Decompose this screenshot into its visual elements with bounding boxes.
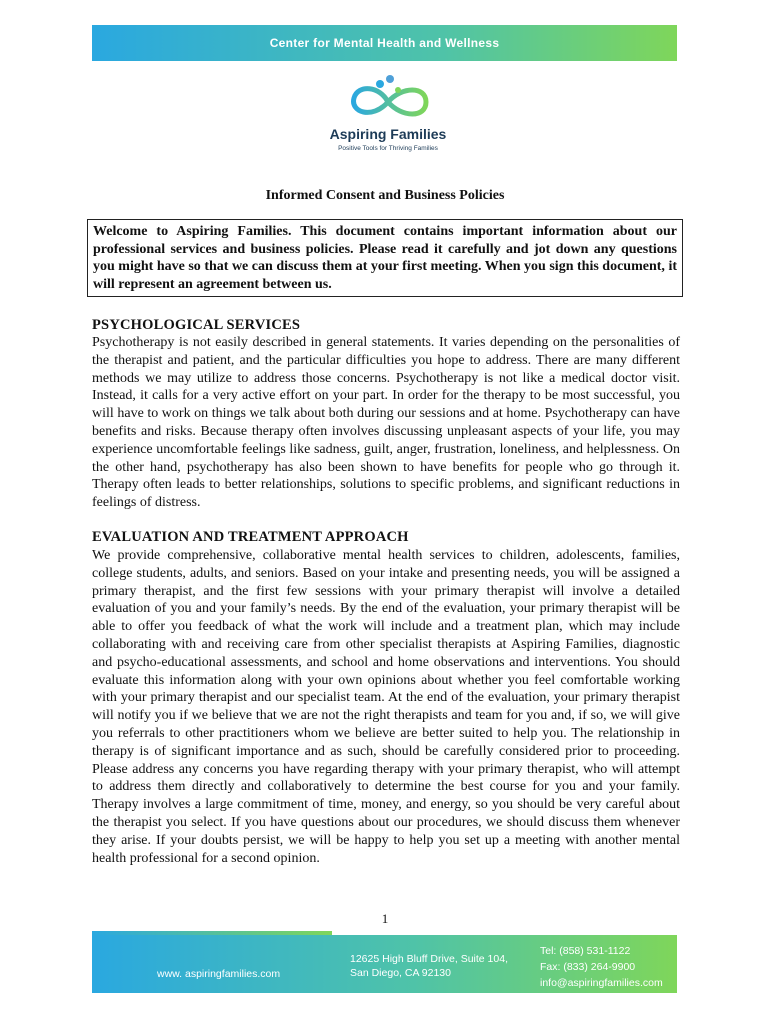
section-heading-evaluation-treatment: EVALUATION AND TREATMENT APPROACH: [92, 529, 409, 545]
logo-name: Aspiring Families: [329, 126, 447, 142]
footer-website-link[interactable]: www. aspiringfamilies.com: [157, 968, 281, 980]
address-line-1: 12625 High Bluff Drive, Suite 104,: [350, 953, 508, 965]
footer-address: [350, 952, 508, 980]
page-number: 1: [381, 911, 389, 926]
section-heading-psychological-services: PSYCHOLOGICAL SERVICES: [92, 317, 301, 333]
footer-email-link[interactable]: info@aspiringfamilies.com: [540, 977, 663, 989]
header-banner: [92, 25, 677, 61]
intro-box: Welcome to Aspiring Families. This document contains important information about our professional services and business policies. Please read it carefully and jot down any questions you might have so that we can discuss them at your first meeting. When you sign this document, it will represent an agreement between us.: [87, 219, 683, 297]
footer-tel: Tel: (858) 531-1122: [540, 945, 631, 957]
banner-text: Center for Mental Health and Wellness: [269, 36, 500, 50]
section-body-psychological-services: Psychotherapy is not easily described in general statements. It varies depending on the personalities of the therapist and patient, and the particular difficulties you hope to address. There are many different methods we may utilize to address those concerns. Psychotherapy is not like a medical doctor visit. Instead, it calls for a very active effort on your part. In order for the therapy to be most successful, you will have to work on things we talk about both during our sessions and at home. Psychotherapy can have benefits and risks. Because therapy often involves discussing unpleasant aspects of your life, you may experience uncomfortable feelings like sadness, guilt, anger, frustration, loneliness, and helplessness. On the other hand, psychotherapy has also been shown to have benefits for people who go through it. Therapy often leads to better relationships, solutions to specific problems, and significant reductions in feelings of distress.: [92, 335, 680, 511]
footer-contact: [540, 943, 663, 991]
document-title: Informed Consent and Business Policies: [265, 188, 505, 203]
logo: [318, 74, 458, 160]
section-body-evaluation-treatment: We provide comprehensive, collaborative mental health services to children, adolescents, families, college students, adults, and seniors. Based on your intake and presenting needs, you will be assigned a primary therapist, and the first few sessions with your primary therapist will involve a detailed evaluation of you and your family’s needs. By the end of the evaluation, your primary therapist will be able to offer you feedback of what the work will include and a treatment plan, which may include collaborating with and receiving care from other specialist therapists at Aspiring Families, diagnostic and psycho-educational assessments, and school and home observations and interventions. You should evaluate this information along with your own opinions about whether you feel comfortable working with your primary therapist and our specialist team. At the end of the evaluation, your primary therapist will notify you if we believe that we are not the right therapists and team for you and, if so, we will give you referrals to other practitioners whom we believe are better suited to help you. The relationship in therapy is of significant importance and as such, should be carefully considered prior to proceeding. Please address any concerns you have regarding therapy with your primary therapist, who will attempt to address them directly and collaboratively to determine the best course for you and your family. Therapy involves a large commitment of time, money, and energy, so you should be very careful about the therapist you select. If you have questions about our procedures, we should discuss them whenever they arise. If your doubts persist, we will be happy to help you set up a meeting with another mental health professional for a second opinion.: [92, 548, 680, 866]
footer-fax: Fax: (833) 264-9900: [540, 961, 636, 973]
logo-tagline: Positive Tools for Thriving Families: [338, 145, 438, 152]
footer-bar: [92, 935, 677, 993]
infinity-family-icon: [340, 74, 436, 126]
address-line-2: San Diego, CA 92130: [350, 967, 451, 979]
